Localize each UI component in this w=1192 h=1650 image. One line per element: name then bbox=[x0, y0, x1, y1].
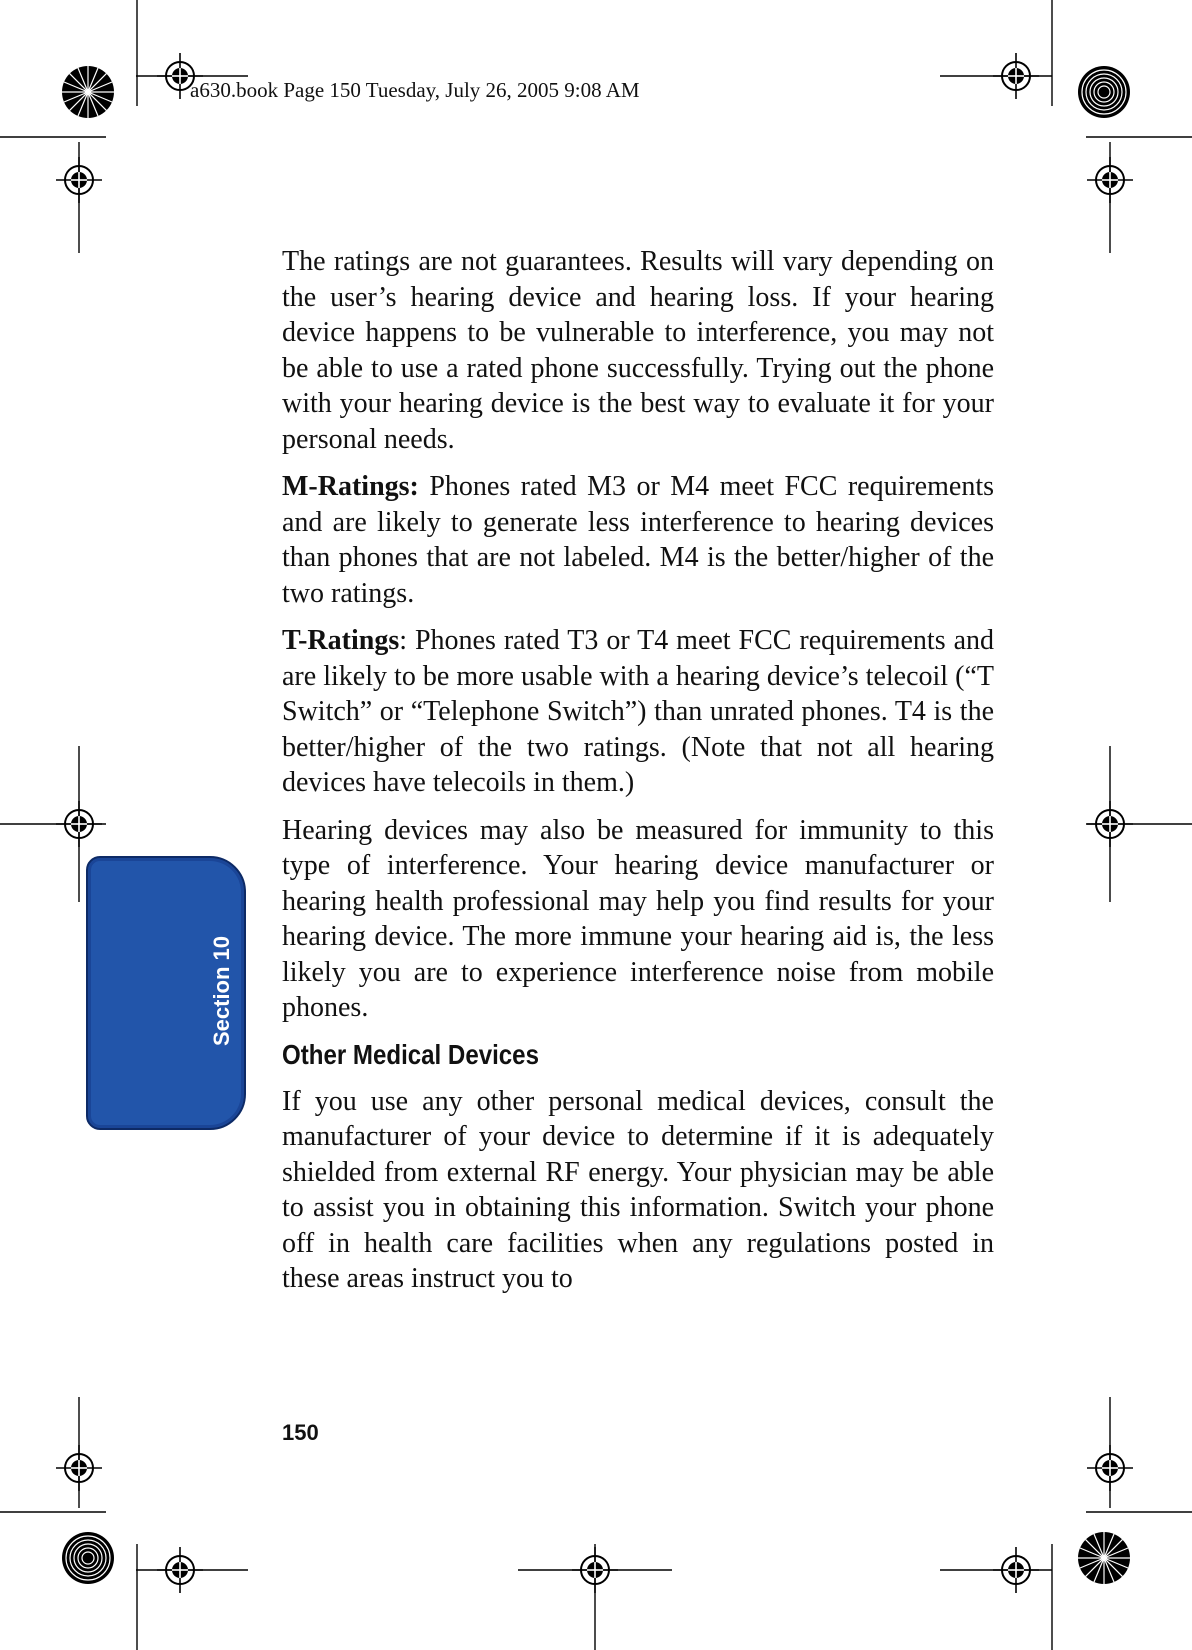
m-ratings-term: M-Ratings: bbox=[282, 471, 419, 502]
print-slug-line: a630.book Page 150 Tuesday, July 26, 2005 9:08 AM bbox=[190, 78, 640, 102]
t-ratings-paragraph bbox=[282, 623, 994, 801]
t-ratings-text: : Phones rated T3 or T4 meet FCC requirements and are likely to be more usable with a hearing device’s telecoil (“T Switch” or “Telephone Switch”) than unrated phones. T4 is the better/higher of the two ratings. (Note that not all hearing devices have telecoils in them.) bbox=[282, 625, 994, 798]
section-tab-label: Section 10 bbox=[209, 935, 234, 1047]
immunity-paragraph: Hearing devices may also be measured for immunity to this type of interference. Your hearing device manufacturer or hearing health professional may help you find results for your hearing device. The more immune your hearing aid is, the less likely you are to experience interference noise from mobile phones. bbox=[282, 814, 994, 1023]
page-body bbox=[282, 244, 994, 1309]
m-ratings-text: Phones rated M3 or M4 meet FCC requirements and are likely to generate less interference to hearing devices than phones that are not labeled. M4 is the better/higher of the two ratings. bbox=[282, 471, 994, 609]
medical-devices-paragraph: If you use any other personal medical devices, consult the manufacturer of your device to determine if it is adequately shielded from external RF energy. Your physician may be able to assist you in obtaining this information. Switch your phone off in health care facilities when any regulations posted in these areas instruct you to bbox=[282, 1085, 994, 1294]
ratings-disclaimer-paragraph: The ratings are not guarantees. Results will vary depending on the user’s hearing device and hearing loss. If your hearing device happens to be vulnerable to interference, you may not be able to use a rated phone successfully. Trying out the phone with your hearing device is the best way to evaluate it for your personal needs. bbox=[282, 246, 994, 455]
t-ratings-term: T-Ratings bbox=[282, 625, 400, 656]
section-subheading: Other Medical Devices bbox=[282, 1038, 539, 1070]
page-number: 150 bbox=[282, 1420, 319, 1445]
m-ratings-paragraph bbox=[282, 469, 994, 611]
